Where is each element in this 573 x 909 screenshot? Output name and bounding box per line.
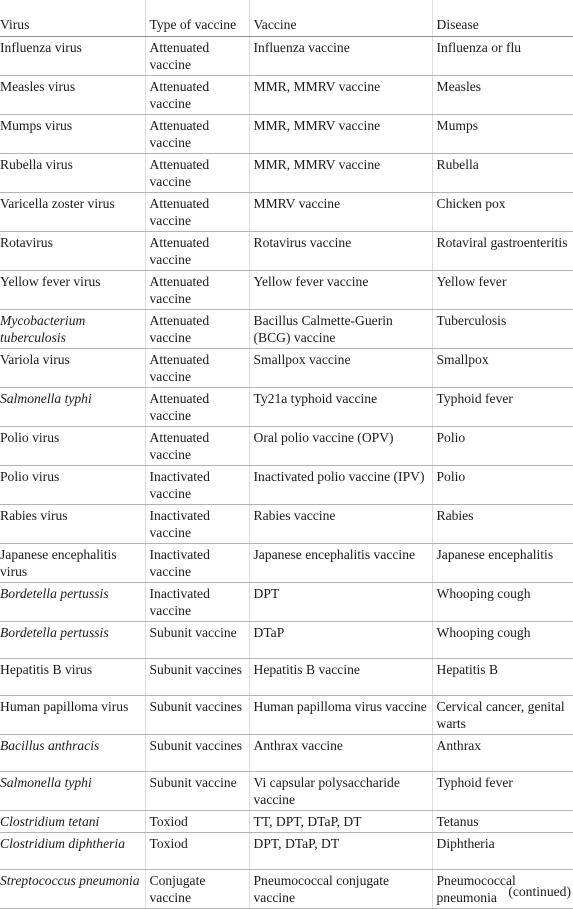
table-row xyxy=(0,36,573,75)
disease-cell: Anthrax xyxy=(432,734,573,771)
virus-cell: Hepatitis B virus xyxy=(0,658,145,695)
vaccine-type-cell: Attenuated vaccine xyxy=(145,309,249,348)
virus-cell: Rabies virus xyxy=(0,504,145,543)
table-row xyxy=(0,75,573,114)
disease-cell: Rubella xyxy=(432,153,573,192)
disease-cell: Rotaviral gastroenteritis xyxy=(432,231,573,270)
vaccine-type-cell: Attenuated vaccine xyxy=(145,36,249,75)
table-header xyxy=(0,0,573,36)
vaccine-type-cell: Inactivated vaccine xyxy=(145,465,249,504)
table-row xyxy=(0,192,573,231)
vaccine-cell: Yellow fever vaccine xyxy=(249,270,432,309)
disease-cell: Whooping cough xyxy=(432,621,573,658)
virus-cell: Clostridium tetani xyxy=(0,810,145,832)
virus-cell: Clostridium diphtheria xyxy=(0,832,145,869)
vaccine-cell: MMR, MMRV vaccine xyxy=(249,75,432,114)
table-row xyxy=(0,504,573,543)
vaccine-type-cell: Conjugate vaccine xyxy=(145,869,249,908)
virus-cell: Bordetella pertussis xyxy=(0,621,145,658)
vaccine-cell: Human papilloma virus vaccine xyxy=(249,695,432,734)
disease-cell: Rabies xyxy=(432,504,573,543)
disease-cell: Whooping cough xyxy=(432,582,573,621)
disease-cell: Measles xyxy=(432,75,573,114)
vaccine-type-cell: Attenuated vaccine xyxy=(145,153,249,192)
vaccine-type-cell: Attenuated vaccine xyxy=(145,270,249,309)
vaccine-type-cell: Attenuated vaccine xyxy=(145,75,249,114)
table-row xyxy=(0,309,573,348)
virus-cell: Bordetella pertussis xyxy=(0,582,145,621)
vaccine-cell: DTaP xyxy=(249,621,432,658)
table-row xyxy=(0,387,573,426)
vaccine-cell: Influenza vaccine xyxy=(249,36,432,75)
disease-cell: Smallpox xyxy=(432,348,573,387)
disease-cell: Pneumococcal pneumonia xyxy=(432,869,573,908)
vaccine-type-cell: Attenuated vaccine xyxy=(145,192,249,231)
vaccine-cell: Bacillus Calmette-Guerin (BCG) vaccine xyxy=(249,309,432,348)
vaccine-type-cell: Attenuated vaccine xyxy=(145,348,249,387)
virus-cell: Salmonella typhi xyxy=(0,771,145,810)
virus-cell: Bacillus anthracis xyxy=(0,734,145,771)
vaccine-type-cell: Subunit vaccine xyxy=(145,771,249,810)
virus-cell: Japanese encephalitis virus xyxy=(0,543,145,582)
disease-cell: Typhoid fever xyxy=(432,387,573,426)
vaccine-cell: Anthrax vaccine xyxy=(249,734,432,771)
virus-cell: Influenza virus xyxy=(0,36,145,75)
disease-cell: Hepatitis B xyxy=(432,658,573,695)
virus-cell: Mycobacterium tuberculosis xyxy=(0,309,145,348)
table-row xyxy=(0,771,573,810)
vaccine-cell: MMRV vaccine xyxy=(249,192,432,231)
virus-cell: Salmonella typhi xyxy=(0,387,145,426)
virus-cell: Varicella zoster virus xyxy=(0,192,145,231)
table-row xyxy=(0,695,573,734)
vaccine-type-cell: Inactivated vaccine xyxy=(145,582,249,621)
vaccine-cell: DPT xyxy=(249,582,432,621)
virus-cell: Mumps virus xyxy=(0,114,145,153)
virus-cell: Polio virus xyxy=(0,465,145,504)
disease-cell: Tuberculosis xyxy=(432,309,573,348)
vaccine-type-cell: Subunit vaccines xyxy=(145,734,249,771)
virus-cell: Polio virus xyxy=(0,426,145,465)
vaccine-type-cell: Toxiod xyxy=(145,810,249,832)
table-row xyxy=(0,734,573,771)
vaccine-type-cell: Subunit vaccine xyxy=(145,621,249,658)
table-body xyxy=(0,36,573,908)
column-header-virus: Virus xyxy=(0,0,145,36)
vaccine-cell: Pneumococcal conjugate vaccine xyxy=(249,869,432,908)
vaccine-cell: Rabies vaccine xyxy=(249,504,432,543)
table-row xyxy=(0,348,573,387)
vaccine-cell: DPT, DTaP, DT xyxy=(249,832,432,869)
vaccine-type-cell: Attenuated vaccine xyxy=(145,114,249,153)
vaccine-cell: Hepatitis B vaccine xyxy=(249,658,432,695)
disease-cell: Polio xyxy=(432,465,573,504)
column-header-vaccine: Vaccine xyxy=(249,0,432,36)
vaccine-cell: TT, DPT, DTaP, DT xyxy=(249,810,432,832)
vaccine-type-cell: Attenuated vaccine xyxy=(145,426,249,465)
header-row xyxy=(0,0,573,36)
disease-cell: Polio xyxy=(432,426,573,465)
disease-cell: Yellow fever xyxy=(432,270,573,309)
table-row xyxy=(0,153,573,192)
table-row xyxy=(0,810,573,832)
vaccine-type-cell: Subunit vaccines xyxy=(145,658,249,695)
table-row xyxy=(0,270,573,309)
table-row xyxy=(0,658,573,695)
vaccine-cell: MMR, MMRV vaccine xyxy=(249,153,432,192)
vaccine-type-cell: Subunit vaccines xyxy=(145,695,249,734)
continued-note: (continued) xyxy=(508,884,571,899)
table-row xyxy=(0,231,573,270)
vaccine-cell: Rotavirus vaccine xyxy=(249,231,432,270)
vaccine-type-cell: Toxiod xyxy=(145,832,249,869)
vaccine-type-cell: Attenuated vaccine xyxy=(145,231,249,270)
vaccine-type-cell: Attenuated vaccine xyxy=(145,387,249,426)
table-row xyxy=(0,465,573,504)
table-row xyxy=(0,426,573,465)
table-row xyxy=(0,582,573,621)
table-row xyxy=(0,832,573,869)
virus-cell: Streptococcus pneumonia xyxy=(0,869,145,908)
vaccine-cell: Vi capsular polysaccharide vaccine xyxy=(249,771,432,810)
table-row xyxy=(0,621,573,658)
vaccine-cell: MMR, MMRV vaccine xyxy=(249,114,432,153)
disease-cell: Mumps xyxy=(432,114,573,153)
vaccine-cell: Oral polio vaccine (OPV) xyxy=(249,426,432,465)
disease-cell: Diphtheria xyxy=(432,832,573,869)
disease-cell: Influenza or flu xyxy=(432,36,573,75)
virus-cell: Variola virus xyxy=(0,348,145,387)
vaccine-cell: Ty21a typhoid vaccine xyxy=(249,387,432,426)
disease-cell: Chicken pox xyxy=(432,192,573,231)
virus-cell: Human papilloma virus xyxy=(0,695,145,734)
disease-cell: Japanese encephalitis xyxy=(432,543,573,582)
vaccine-cell: Japanese encephalitis vaccine xyxy=(249,543,432,582)
vaccine-type-cell: Inactivated vaccine xyxy=(145,504,249,543)
column-header-disease: Disease xyxy=(432,0,573,36)
disease-cell: Tetanus xyxy=(432,810,573,832)
vaccine-cell: Inactivated polio vaccine (IPV) xyxy=(249,465,432,504)
virus-cell: Yellow fever virus xyxy=(0,270,145,309)
table-row xyxy=(0,114,573,153)
virus-cell: Measles virus xyxy=(0,75,145,114)
table-row xyxy=(0,869,573,908)
virus-cell: Rubella virus xyxy=(0,153,145,192)
vaccine-cell: Smallpox vaccine xyxy=(249,348,432,387)
column-header-type-of-vaccine: Type of vaccine xyxy=(145,0,249,36)
table-row xyxy=(0,543,573,582)
disease-cell: Cervical cancer, genital warts xyxy=(432,695,573,734)
virus-cell: Rotavirus xyxy=(0,231,145,270)
vaccine-type-cell: Inactivated vaccine xyxy=(145,543,249,582)
disease-cell: Typhoid fever xyxy=(432,771,573,810)
